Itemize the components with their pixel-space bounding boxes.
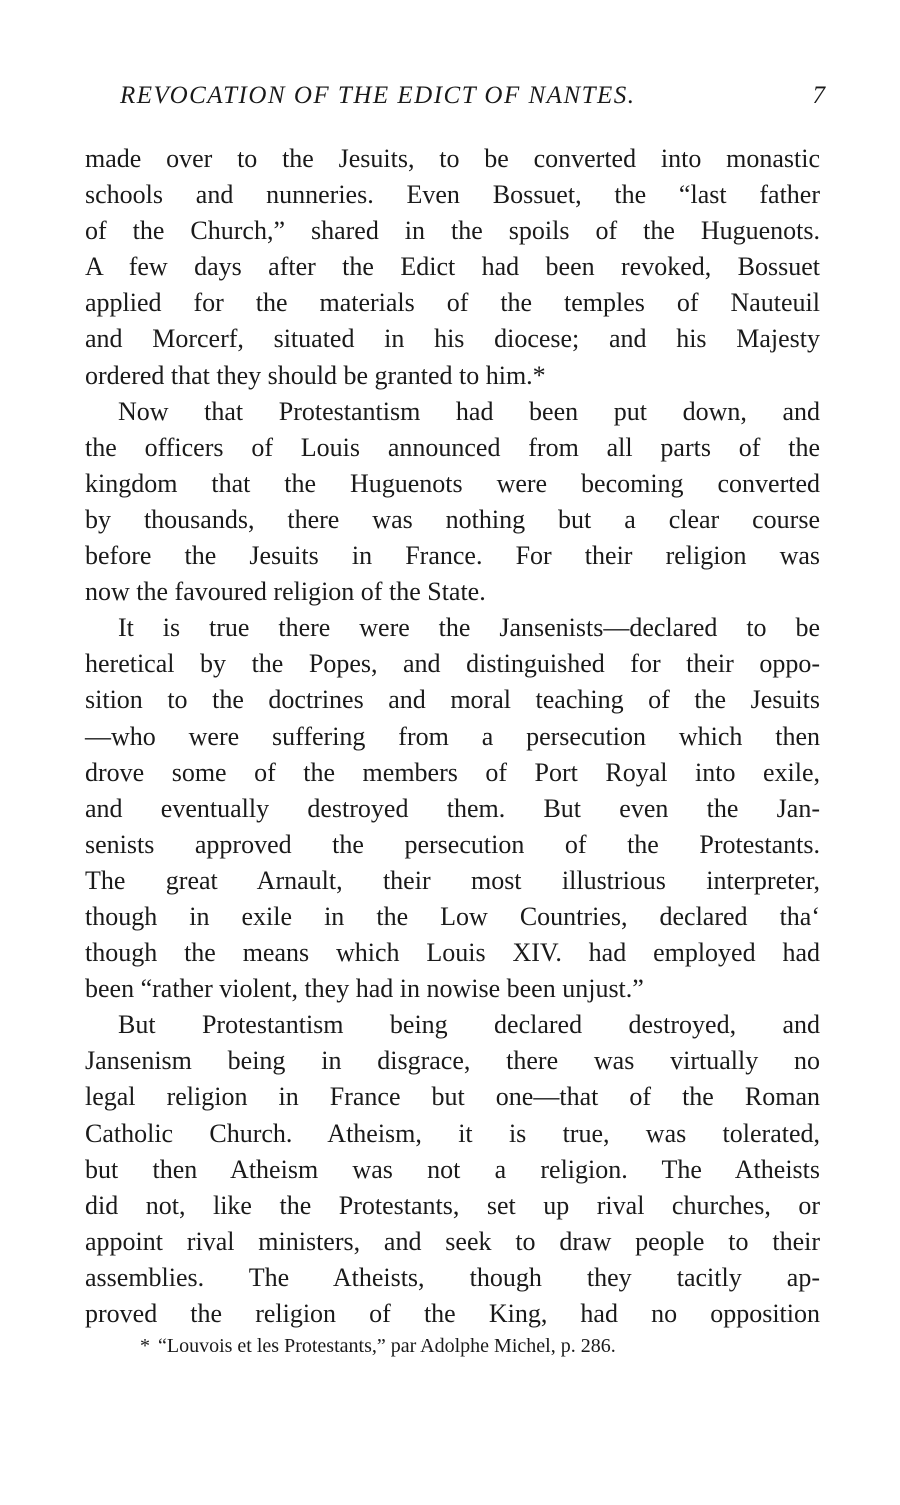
text-line: the officers of Louis announced from all parts of the xyxy=(85,432,820,462)
text-line: Jansenism being in disgrace, there was virtually no xyxy=(85,1046,820,1076)
page-number: 7 xyxy=(812,82,825,109)
text-line: senists approved the persecution of the Protestants. xyxy=(85,829,820,859)
text-line: been “rather violent, they had in nowise been unjust.” xyxy=(85,974,644,1004)
text-line: sition to the doctrines and moral teaching of the Jesuits xyxy=(85,685,820,715)
text-line: schools and nunneries. Even Bossuet, the “last father xyxy=(85,180,820,210)
text-line: ordered that they should be granted to him.* xyxy=(85,360,546,390)
text-line: though in exile in the Low Countries, declared tha‘ xyxy=(85,901,820,931)
text-line: legal religion in France but one—that of the Roman xyxy=(85,1082,820,1112)
text-line: applied for the materials of the temples of Nauteuil xyxy=(85,288,820,318)
text-line: drove some of the members of Port Royal into exile, xyxy=(85,757,820,787)
text-line: did not, like the Protestants, set up rival churches, or xyxy=(85,1190,820,1220)
text-line: and eventually destroyed them. But even the Jan- xyxy=(85,793,820,823)
running-title: REVOCATION OF THE EDICT OF NANTES. xyxy=(120,82,636,109)
text-line: —who were suffering from a persecution which then xyxy=(85,721,820,751)
text-line: proved the religion of the King, had no opposition xyxy=(85,1299,820,1328)
text-line: kingdom that the Huguenots were becoming converted xyxy=(85,468,820,498)
text-line: Catholic Church. Atheism, it is true, was tolerated, xyxy=(85,1118,820,1148)
body-text xyxy=(85,141,820,1332)
footnote-marker: * xyxy=(140,1335,150,1357)
text-line: appoint rival ministers, and seek to draw people to their xyxy=(85,1226,820,1256)
text-line: The great Arnault, their most illustrious interpreter, xyxy=(85,865,820,895)
text-line: by thousands, there was nothing but a clear course xyxy=(85,504,820,534)
footnote xyxy=(140,1332,820,1360)
text-line: made over to the Jesuits, to be converted into monastic xyxy=(85,144,820,173)
text-line: of the Church,” shared in the spoils of the Huguenots. xyxy=(85,216,820,246)
footnote-text: “Louvois et les Protestants,” par Adolphe Michel, p. 286. xyxy=(158,1335,616,1357)
text-line: assemblies. The Atheists, though they tacitly ap- xyxy=(85,1262,820,1292)
text-line: before the Jesuits in France. For their religion was xyxy=(85,541,820,571)
text-line: heretical by the Popes, and distinguished for their oppo- xyxy=(85,649,820,679)
text-line: and Morcerf, situated in his diocese; and his Majesty xyxy=(85,324,820,354)
page-header xyxy=(120,82,825,118)
text-line: now the favoured religion of the State. xyxy=(85,577,486,607)
text-line: but then Atheism was not a religion. The Atheists xyxy=(85,1154,820,1184)
paragraph-start-line: It is true there were the Jansenists—declared to be xyxy=(118,613,820,643)
text-line: though the means which Louis XIV. had employed had xyxy=(85,938,820,968)
paragraph-start-line: Now that Protestantism had been put down, and xyxy=(118,396,820,426)
paragraph-start-line: But Protestantism being declared destroyed, and xyxy=(118,1010,820,1040)
text-line: A few days after the Edict had been revoked, Bossuet xyxy=(85,252,820,282)
